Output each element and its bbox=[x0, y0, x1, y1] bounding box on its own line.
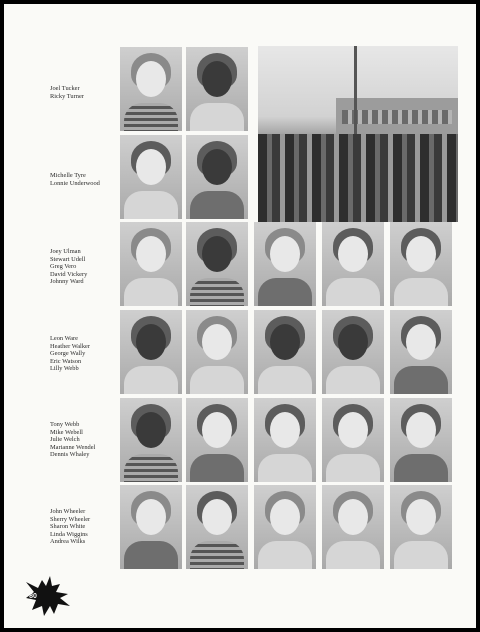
student-name: Sharon White bbox=[50, 523, 86, 531]
student-name: Heather Walker bbox=[50, 342, 90, 350]
student-name: Tony Webb bbox=[50, 421, 80, 428]
row-5-names bbox=[50, 421, 130, 459]
student-name: Michelle Tyre bbox=[50, 172, 86, 179]
row-3-names bbox=[50, 248, 130, 286]
portrait-photo bbox=[186, 222, 248, 306]
student-name: Lilly Webb bbox=[50, 365, 79, 373]
portrait-photo bbox=[254, 222, 316, 306]
portrait-photo bbox=[322, 222, 384, 306]
student-name: Leon Ware bbox=[50, 335, 78, 342]
student-name: Andrea Wilks bbox=[50, 538, 86, 546]
row-2-names bbox=[50, 172, 130, 187]
yearbook-page bbox=[4, 4, 476, 628]
portrait-photo bbox=[254, 310, 316, 394]
portrait-photo bbox=[322, 485, 384, 569]
row-4-names bbox=[50, 335, 130, 373]
portrait-photo bbox=[120, 222, 182, 306]
student-name: Greg Vero bbox=[50, 263, 77, 271]
portrait-photo bbox=[186, 398, 248, 482]
student-name: Joey Ulman bbox=[50, 248, 81, 255]
portrait-photo bbox=[254, 485, 316, 569]
portrait-photo bbox=[390, 485, 452, 569]
portrait-photo bbox=[254, 398, 316, 482]
student-name: Johnny Ward bbox=[50, 278, 84, 286]
portrait-photo bbox=[120, 135, 182, 219]
portrait-photo bbox=[322, 398, 384, 482]
student-name: Ricky Turner bbox=[50, 92, 84, 100]
portrait-photo bbox=[120, 398, 182, 482]
portrait-photo bbox=[390, 310, 452, 394]
row-1-names bbox=[50, 85, 130, 100]
student-name: Lonnie Underwood bbox=[50, 179, 100, 187]
student-name: Linda Wiggins bbox=[50, 530, 88, 538]
portrait-photo bbox=[322, 310, 384, 394]
portrait-photo bbox=[120, 310, 182, 394]
portrait-photo bbox=[120, 47, 182, 131]
portrait-photo bbox=[186, 135, 248, 219]
student-name: Stewart Udell bbox=[50, 255, 86, 263]
row-6-names bbox=[50, 508, 130, 546]
portrait-photo bbox=[120, 485, 182, 569]
student-name: Joel Tucker bbox=[50, 85, 80, 92]
student-name: John Wheeler bbox=[50, 508, 86, 515]
portrait-photo bbox=[186, 310, 248, 394]
portrait-photo bbox=[390, 222, 452, 306]
student-name: Eric Watson bbox=[50, 357, 82, 365]
portrait-photo bbox=[186, 47, 248, 131]
student-name: Sherry Wheeler bbox=[50, 515, 91, 523]
student-name: George Wally bbox=[50, 350, 86, 358]
portrait-photo bbox=[186, 485, 248, 569]
student-name: Julie Welch bbox=[50, 436, 80, 444]
portrait-photo bbox=[390, 398, 452, 482]
student-name: Marianne Wendel bbox=[50, 443, 96, 451]
student-name: David Vickery bbox=[50, 270, 88, 278]
candid-group-photo bbox=[258, 46, 458, 222]
student-name: Dennis Whaley bbox=[50, 451, 90, 459]
student-name: Mike Webell bbox=[50, 428, 83, 436]
page-number: 80 bbox=[29, 593, 37, 600]
